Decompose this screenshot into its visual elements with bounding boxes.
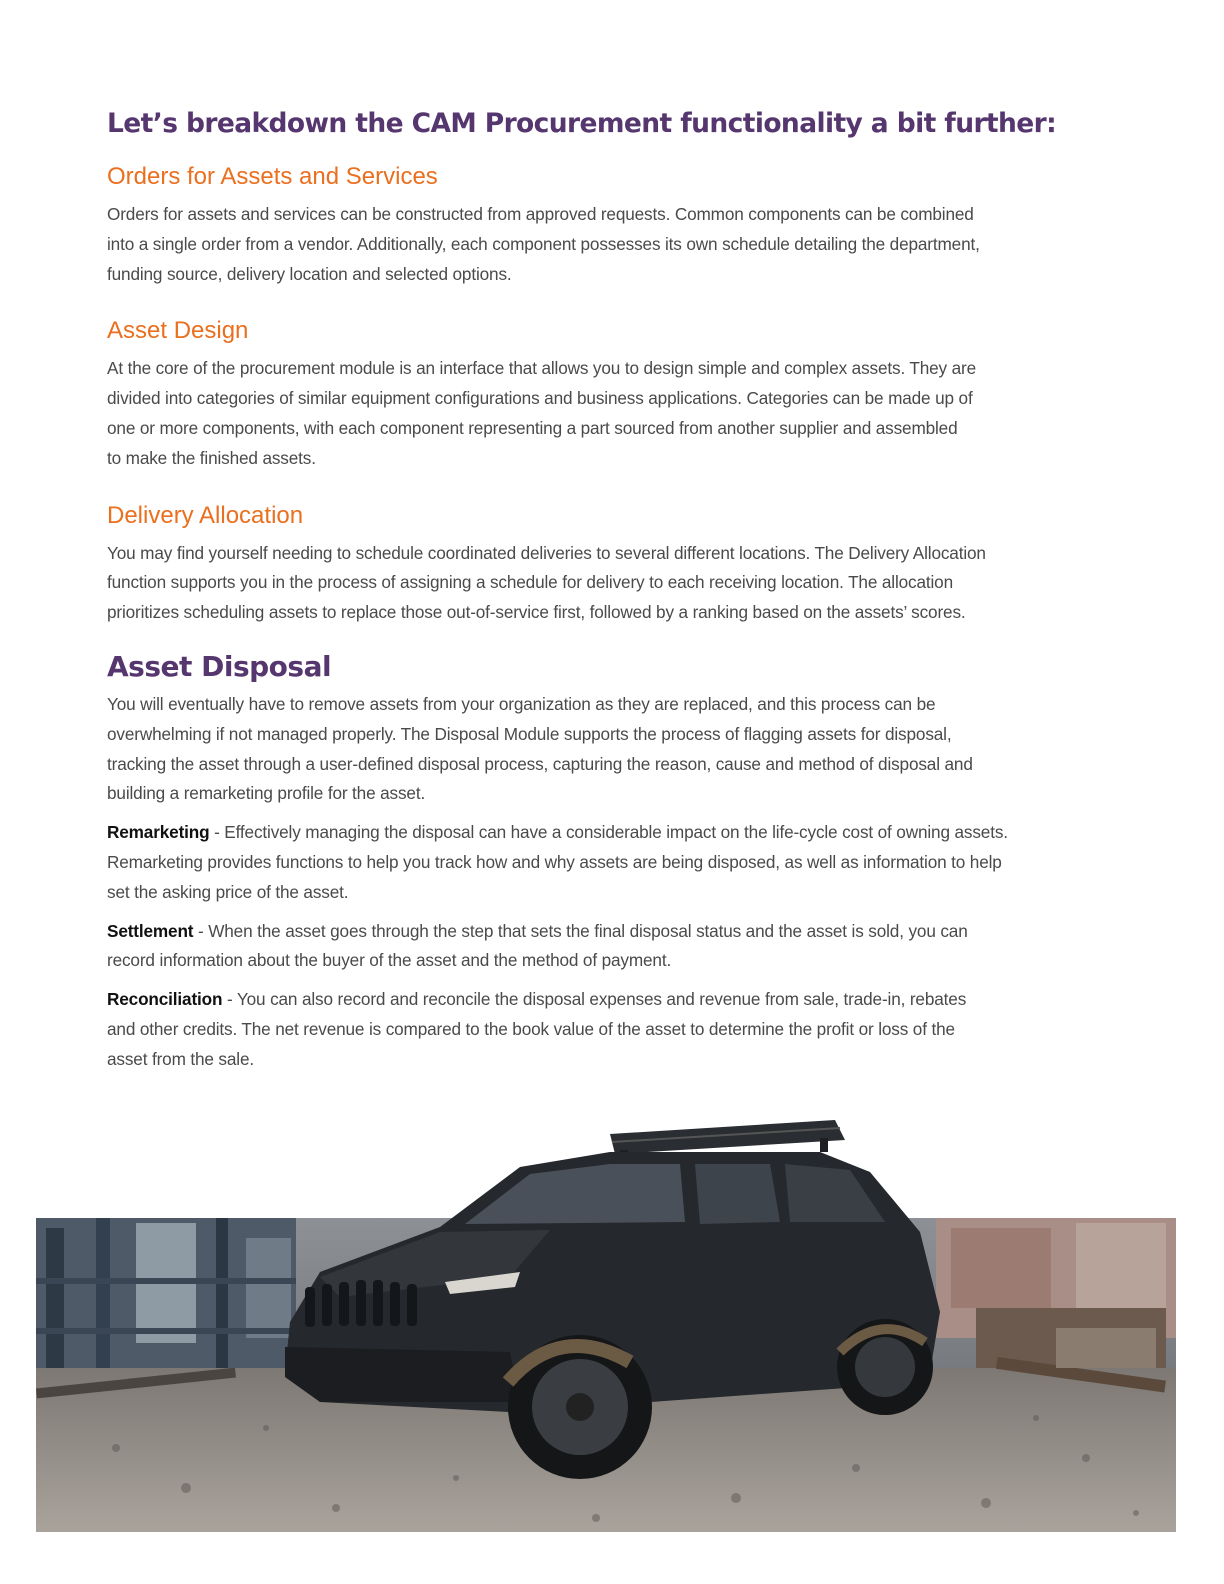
wheel-rear (837, 1319, 933, 1415)
text-line: - When the asset goes through the step that sets the final disposal status and the asset is sold, you can (193, 920, 968, 941)
text-line: - You can also record and reconcile the disposal expenses and revenue from sale, trade-in, rebates (222, 989, 967, 1010)
text-line: and other credits. The net revenue is compared to the book value of the asset to determine the profit or loss of the (107, 1018, 955, 1039)
text-line: asset from the sale. (107, 1048, 254, 1069)
black-suv-illustration (260, 1112, 960, 1492)
section-asset-design (107, 317, 1092, 473)
text-line: You will eventually have to remove assets from your organization as they are replaced, and this process can be (107, 693, 936, 714)
text-line: You may find yourself needing to schedule coordinated deliveries to several different locations. The Delivery Allocation (107, 542, 986, 563)
text-line: overwhelming if not managed properly. The Disposal Module supports the process of flagging assets for disposal, (107, 723, 952, 744)
text-line: divided into categories of similar equipment configurations and business applications. Categories can be made up of (107, 388, 973, 409)
section-delivery-allocation (107, 502, 1092, 628)
text-line: - Effectively managing the disposal can have a considerable impact on the life-cycle cost of owning assets. (209, 822, 1008, 843)
page-heading: Let’s breakdown the CAM Procurement functionality a bit further: (107, 108, 1057, 139)
settlement-paragraph (107, 917, 1092, 977)
section-title: Orders for Assets and Services (107, 163, 438, 190)
disposal-intro (107, 690, 1092, 809)
section-orders (107, 163, 1092, 289)
text-line: At the core of the procurement module is an interface that allows you to design simple and complex assets. They are (107, 358, 977, 379)
text-line: one or more components, with each component representing a part sourced from another supplier and assembled (107, 417, 958, 438)
section-paragraph (107, 200, 1092, 289)
section-asset-disposal (107, 650, 1092, 1075)
text-line: into a single order from a vendor. Additionally, each component possesses its own schedule detailing the department, (107, 233, 980, 254)
text-line: function supports you in the process of assigning a schedule for delivery to each receiving location. The allocation (107, 572, 953, 593)
text-line: funding source, delivery location and selected options. (107, 263, 512, 284)
text-line: building a remarketing profile for the asset. (107, 783, 426, 804)
section-title: Delivery Allocation (107, 501, 304, 529)
text-line: Orders for assets and services can be constructed from approved requests. Common components can be combined (107, 204, 974, 224)
text-line: Remarketing provides functions to help you track how and why assets are being disposed, as well as information to help (107, 851, 1002, 872)
term-reconciliation: Reconciliation (107, 989, 223, 1010)
text-line: record information about the buyer of the asset and the method of payment. (107, 950, 672, 971)
text-line: to make the finished assets. (107, 447, 316, 468)
text-line: tracking the asset through a user-defined disposal process, capturing the reason, cause and method of disposal and (107, 753, 973, 774)
term-remarketing: Remarketing (107, 822, 210, 843)
remarketing-paragraph (107, 818, 1092, 907)
text-line: set the asking price of the asset. (107, 881, 349, 902)
term-settlement: Settlement (107, 920, 194, 941)
document-body (107, 108, 1092, 1075)
text-line: prioritizes scheduling assets to replace those out-of-service first, followed by a ranking based on the assets’ scores. (107, 602, 966, 623)
section-paragraph (107, 354, 1092, 473)
disposal-title: Asset Disposal (107, 649, 332, 683)
reconciliation-paragraph (107, 985, 1092, 1074)
wheel-front (508, 1335, 652, 1479)
section-title: Asset Design (107, 317, 249, 345)
section-paragraph (107, 539, 1092, 628)
